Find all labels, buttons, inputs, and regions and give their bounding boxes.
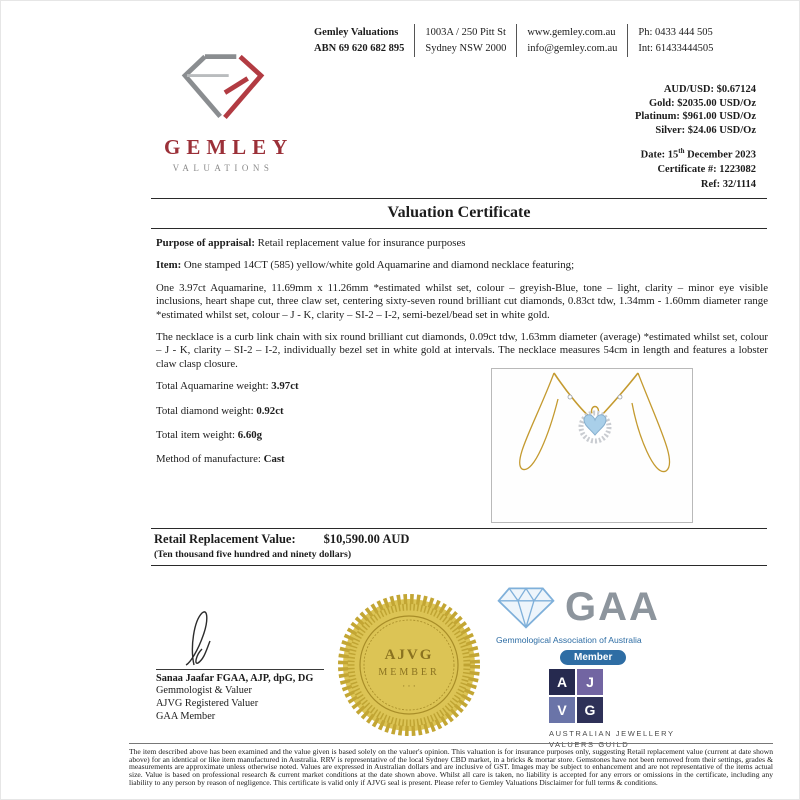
retail-replacement-value-block <box>151 528 767 566</box>
rate-silver: Silver: $24.06 USD/Oz <box>655 124 756 136</box>
seal-line-2: MEMBER <box>378 667 440 678</box>
ajvg-letter-g: G <box>577 697 603 723</box>
contact-phone <box>627 24 723 57</box>
weight-item: Total item weight: 6.60g <box>156 429 263 442</box>
value-label: Retail Replacement Value: <box>154 532 296 546</box>
value-in-words: (Ten thousand five hundred and ninety dollars) <box>154 549 352 560</box>
seal-line-1: AJVG <box>384 647 434 663</box>
phone-int-text: Int: 61433444505 <box>638 42 714 54</box>
item-line: Item: One stamped 14CT (585) yellow/white gold Aquamarine and diamond necklace featuring; <box>156 259 575 272</box>
meta-certificate-number: Certificate #: 1223082 <box>657 164 756 175</box>
gemley-logo <box>164 49 294 173</box>
page-title: Valuation Certificate <box>387 204 531 221</box>
rate-audusd: AUD/USD: $0.67124 <box>663 84 756 95</box>
signature-block <box>156 607 356 723</box>
valuer-title-1: Gemmologist & Valuer <box>156 685 252 696</box>
title-block <box>151 198 767 229</box>
ajvg-guild-name: AUSTRALIAN JEWELLERY VALUERS GUILD <box>549 729 675 749</box>
necklace-photo <box>491 368 693 523</box>
valuer-title-3: GAA Member <box>156 711 216 722</box>
meta-date: Date: 15th December 2023 <box>640 147 756 161</box>
gaa-member-badge: Member <box>560 650 626 665</box>
metal-rates <box>635 83 756 137</box>
purpose-line: Purpose of appraisal: Retail replacement value for insurance purposes <box>156 237 466 249</box>
weight-diamond: Total diamond weight: 0.92ct <box>156 404 284 417</box>
company-name: Gemley Valuations <box>314 27 399 38</box>
phone-text: Ph: 0433 444 505 <box>638 27 713 38</box>
email-text: info@gemley.com.au <box>527 42 618 54</box>
address-line2: Sydney NSW 2000 <box>425 42 507 54</box>
value-line <box>154 532 764 547</box>
contact-address <box>414 24 516 57</box>
ajvg-letter-v: V <box>549 697 575 723</box>
weight-aquamarine: Total Aquamarine weight: 3.97ct <box>156 380 299 393</box>
description-paragraph-1: One 3.97ct Aquamarine, 11.69mm x 11.26mm *estimated whilst set, colour – greyish-Blue, tone – light, clarity – minor eye visible inclusions, heart shape cut, three claw set, centering sixty-seven round brilliant cut diamonds, 0.83ct tdw, 1.34mm - 1.60mm diameter range *estimated whilst set, colour – J - K, clarity – SI-2 – I-2, semi-bezel/bead set in white gold. <box>156 281 768 321</box>
necklace-illustration-icon <box>492 369 692 522</box>
header-contact <box>304 24 723 57</box>
gaa-logo-row <box>496 583 681 631</box>
meta-ref: Ref: 32/1114 <box>700 178 756 190</box>
description-paragraph-2: The necklace is a curb link chain with six round brilliant cut diamonds, 0.09ct tdw, 1.63mm diameter (average) *estimated whilst set, colour – J - K, clarity – SI-2 – I-2, individually bezel set in white gold at intervals. The necklace measures 54cm in length and features a lobster claw clasp closure. <box>156 331 768 370</box>
ajvg-gold-seal <box>335 589 483 741</box>
gaa-logo-block <box>496 583 681 665</box>
valuer-name: Sanaa Jaafar FGAA, AJP, dpG, DG <box>156 673 314 684</box>
company-abn: ABN 69 620 682 895 <box>314 42 405 54</box>
ajvg-letter-a: A <box>549 669 575 695</box>
signature-scribble-icon <box>164 607 274 669</box>
ajvg-logo-block <box>549 669 675 750</box>
contact-web <box>516 24 627 57</box>
diamond-logo-icon <box>173 49 273 125</box>
ajvg-letter-j: J <box>577 669 603 695</box>
disclaimer-text: The item described above has been examined and the value given is based solely on the valuer's opinion. This valuation is for insurance purposes only, suggesting Retail replacement value (current at date shown above) for an identical or like item manufactured in Australia. RRV is representative of the local Sydney CBD market, in a bricks & mortar store. Gemstones have not been removed from their settings, grades & measurements are approximate unless otherwise noted. Values are expressed in Australian dollars and are inclusive of GST. Images may be subject to enhancement and are not representative of the items actual size. Value is based on professional research & current market conditions at the date shown above. Whilst all care is taken, no liability is accepted for any errors or omissions in the certificate, including any liability to any person by reason of negligence. This certificate is valid only if AJVG seal is present. Please refer to Gemley Valuations Disclaimer for full terms & conditions. <box>129 743 773 787</box>
rate-gold: Gold: $2035.00 USD/Oz <box>648 97 756 109</box>
valuer-title-2: AJVG Registered Valuer <box>156 698 259 709</box>
address-line1: 1003A / 250 Pitt St <box>425 27 506 38</box>
contact-company <box>304 24 414 57</box>
website-text: www.gemley.com.au <box>527 27 616 38</box>
logo-wordmark: GEMLEY <box>164 135 294 159</box>
certificate-meta <box>641 144 756 192</box>
gaa-acronym: GAA <box>565 585 660 629</box>
ajvg-letter-grid <box>549 669 603 723</box>
seal-line-3: · · · <box>402 681 416 691</box>
gaa-full-name: Gemmological Association of Australia <box>496 635 642 645</box>
gaa-diamond-icon <box>496 584 556 630</box>
value-amount: $10,590.00 AUD <box>323 532 410 546</box>
signature-line <box>156 669 324 670</box>
rate-platinum: Platinum: $961.00 USD/Oz <box>634 111 756 122</box>
method-of-manufacture: Method of manufacture: Cast <box>156 453 285 466</box>
logo-tagline: VALUATIONS <box>172 163 274 173</box>
